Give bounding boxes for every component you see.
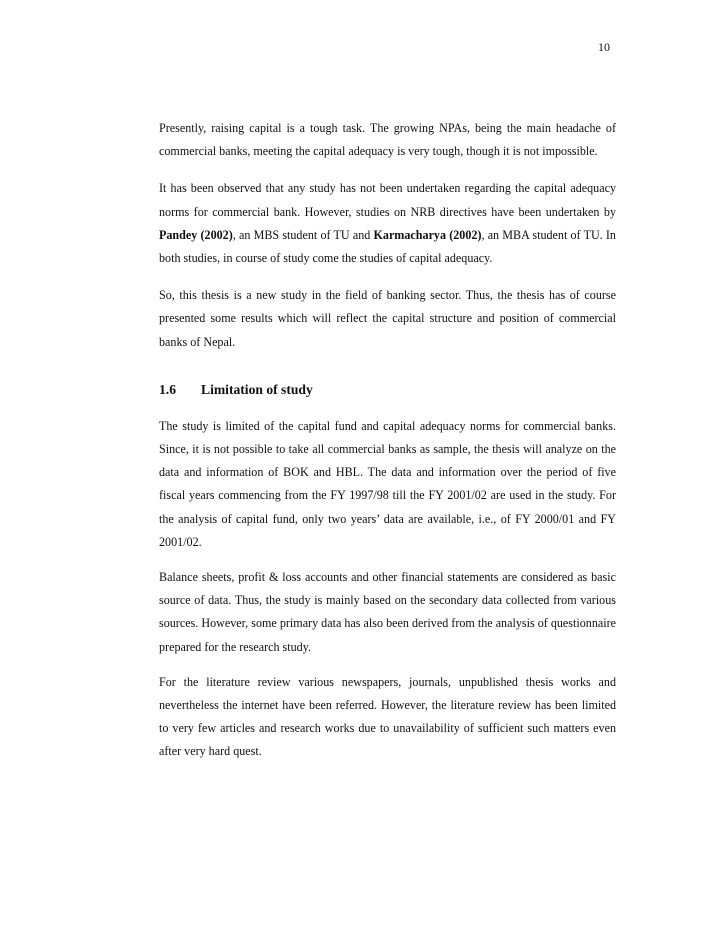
- section-number: 1.6: [159, 381, 176, 397]
- paragraph-capital-raising: Presently, raising capital is a tough task. The growing NPAs, being the main headache of commercial banks, meeting the capital adequacy is very tough, though it is not impossible.: [159, 121, 616, 159]
- paragraph-text: It has been observed that any study has not been undertaken regarding the capital adequacy norms for commercial bank. However, studies on NRB directives have been undertaken by: [159, 181, 616, 219]
- paragraph-literature-review: For the literature review various newspapers, journals, unpublished thesis works and nevertheless the internet have been referred. However, the literature review has been limited to very few articles and research works due to unavailability of sufficient such matters even after very hard quest.: [159, 674, 616, 759]
- section-heading: [159, 380, 616, 400]
- author-reference-karmacharya: Karmacharya (2002): [373, 227, 482, 242]
- paragraph-new-study: So, this thesis is a new study in the field of banking sector. Thus, the thesis has of course presented some results which will reflect the capital structure and position of commercial banks of Nepal.: [159, 288, 616, 349]
- author-reference-pandey: Pandey (2002): [159, 227, 233, 242]
- section-title: Limitation of study: [201, 381, 313, 397]
- paragraph-data-sources: Balance sheets, profit & loss accounts and other financial statements are considered as basic source of data. Thus, the study is mainly based on the secondary data collected from various sources. However, some primary data has also been derived from the analysis of questionnaire prepared for the research study.: [159, 570, 616, 654]
- document-body: [159, 117, 616, 764]
- paragraph-text: , an MBS student of TU and: [232, 227, 374, 242]
- paragraph-text: , an MBA student of TU. In both studies, in course of study come the studies of capital adequacy.: [159, 227, 616, 266]
- paragraph-previous-studies: [159, 177, 616, 270]
- page-number: 10: [598, 40, 610, 54]
- paragraph-study-scope: The study is limited of the capital fund and capital adequacy norms for commercial banks. Since, it is not possible to take all commercial banks as sample, the thesis will analyze on the data and information of BOK and HBL. The data and information over the period of five fiscal years commencing from the FY 1997/98 till the FY 2001/02 are used in the study. For the analysis of capital fund, only two years’ data are available, i.e., of FY 2000/01 and FY 2001/02.: [159, 418, 616, 549]
